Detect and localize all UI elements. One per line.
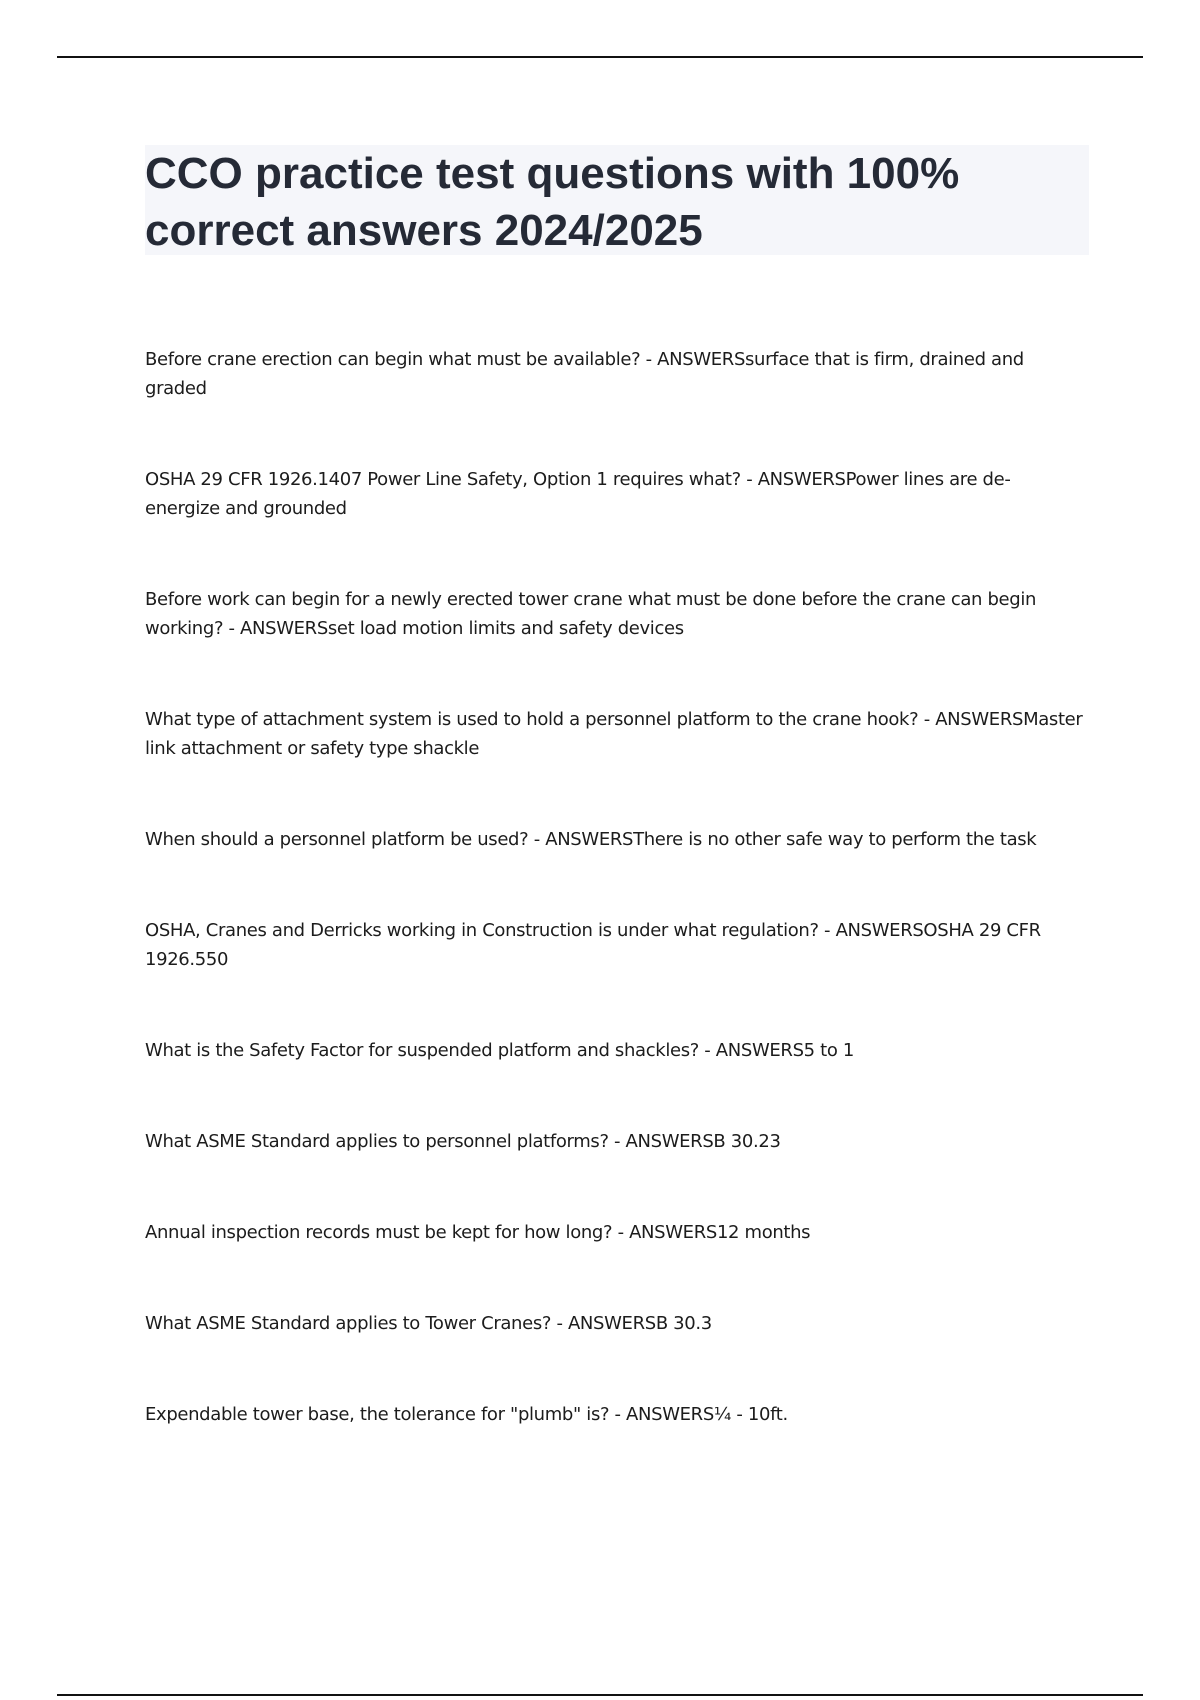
qa-item-2: OSHA 29 CFR 1926.1407 Power Line Safety, Option 1 requires what? - ANSWERSPower lines are de-energize and grounded xyxy=(145,469,1011,519)
qa-list xyxy=(145,345,1085,1491)
header-rule xyxy=(57,56,1143,58)
qa-item-5: When should a personnel platform be used? - ANSWERSThere is no other safe way to perform the task xyxy=(145,829,1037,850)
qa-item-4: What type of attachment system is used to hold a personnel platform to the crane hook? - ANSWERSMaster link attachment or safety type shackle xyxy=(145,709,1083,759)
qa-item-3: Before work can begin for a newly erected tower crane what must be done before the crane can begin working? - ANSWERSset load motion limits and safety devices xyxy=(145,589,1037,639)
qa-item-8: What ASME Standard applies to personnel platforms? - ANSWERSB 30.23 xyxy=(145,1131,781,1152)
title-box xyxy=(145,145,1089,255)
qa-item-9: Annual inspection records must be kept for how long? - ANSWERS12 months xyxy=(145,1222,811,1243)
qa-item-1: Before crane erection can begin what must be available? - ANSWERSsurface that is firm, drained and graded xyxy=(145,349,1024,399)
qa-item-11: Expendable tower base, the tolerance for "plumb" is? - ANSWERS¼ - 10ft. xyxy=(145,1404,788,1425)
qa-item-10: What ASME Standard applies to Tower Cranes? - ANSWERSB 30.3 xyxy=(145,1313,712,1334)
document-title: CCO practice test questions with 100% correct answers 2024/2025 xyxy=(145,149,960,255)
footer-rule xyxy=(57,1694,1143,1696)
qa-item-6: OSHA, Cranes and Derricks working in Construction is under what regulation? - ANSWERSOSHA 29 CFR 1926.550 xyxy=(145,920,1041,970)
qa-item-7: What is the Safety Factor for suspended platform and shackles? - ANSWERS5 to 1 xyxy=(145,1040,854,1061)
